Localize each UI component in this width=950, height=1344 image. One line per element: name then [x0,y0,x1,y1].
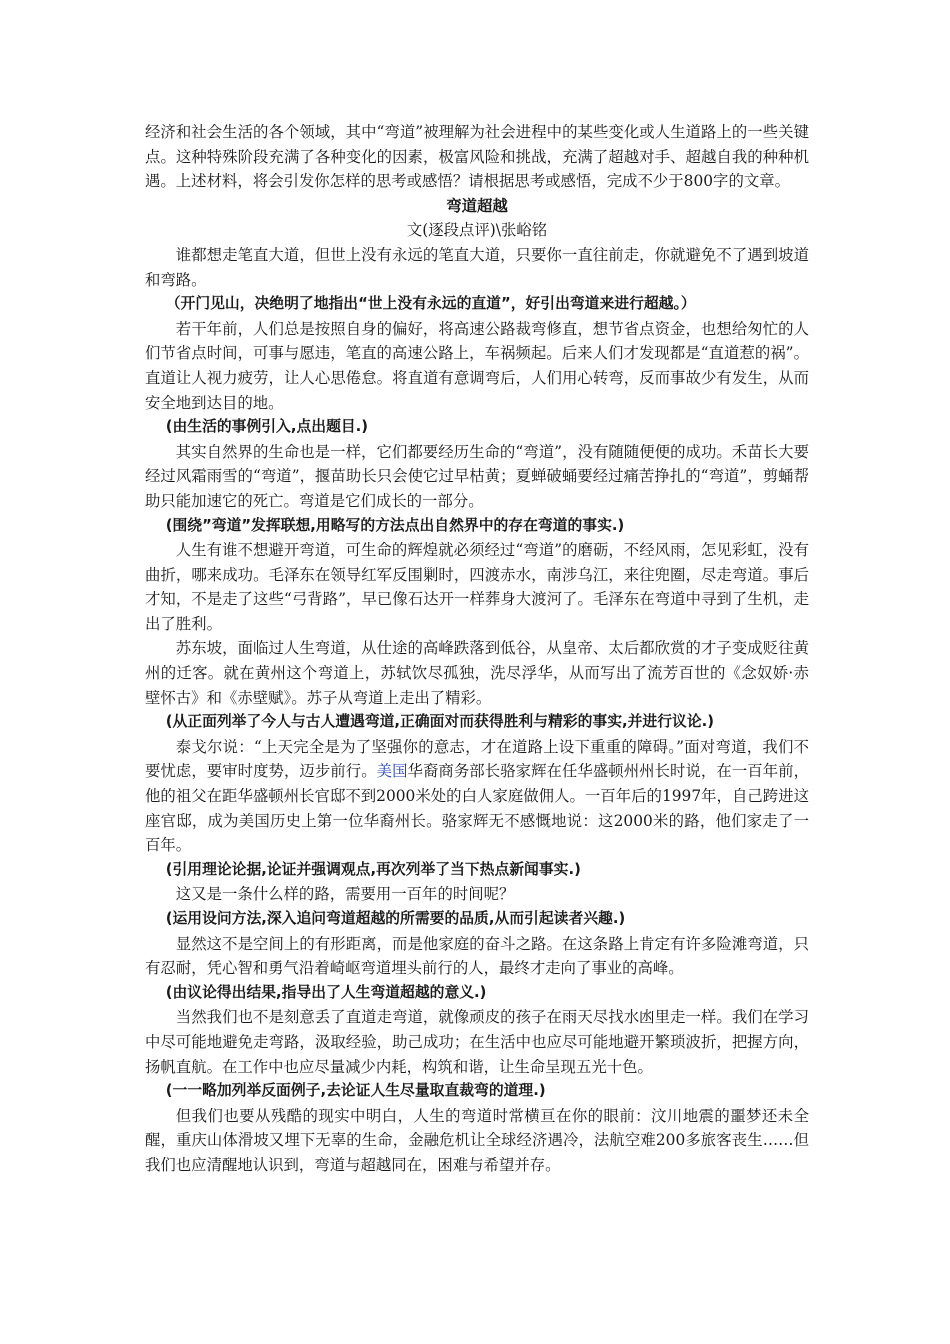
comment-2: (由生活的事例引入,点出题目.) [165,418,369,436]
essay-title: 弯道超越 [446,196,508,215]
paragraph-8: 显然这不是空间上的有形距离，而是他家庭的奋斗之路。在这条路上肯定有许多险滩弯道，只有忍耐，凭心智和勇气沿着崎岖弯道埋头前行的人，最终才走向了事业的高峰。 [145,934,809,978]
paragraph-3: 其实自然界的生命也是一样，它们都要经历生命的“弯道”，没有随随便便的成功。禾苗长大要经过风霜雨雪的“弯道”，揠苗助长只会使它过早枯黄；夏蝉破蛹要经过痛苦挣扎的“弯道”，剪蛹帮助只能加速它的死亡。弯道是它们成长的一部分。 [145,442,809,510]
prompt-text: 经济和社会生活的各个领域，其中“弯道”被理解为社会进程中的某些变化或人生道路上的一些关键点。这种特殊阶段充满了各种变化的因素，极富风险和挑战，充满了超越对手、超越自我的种种机遇。上述材料，将会引发你怎样的思考或感悟？请根据思考或感悟，完成不少于800字的文章。 [145,123,809,191]
paragraph-9: 当然我们也不是刻意丢了直道走弯道，就像顽皮的孩子在雨天尽找水凼里走一样。我们在学习中尽可能地避免走弯路，汲取经验，助己成功；在生活中也应尽可能地避开繁琐波折，把握方向，扬帆直航。在工作中也应尽量减少内耗，构筑和谐，让生命呈现五光十色。 [145,1008,809,1076]
paragraph-1: 谁都想走笔直大道，但世上没有永远的笔直大道，只要你一直往前走，你就避免不了遇到坡道和弯路。 [145,245,809,289]
comment-8: (一一略加列举反面例子,去论证人生尽量取直裁弯的道理.) [165,1082,546,1100]
usa-link[interactable]: 美国 [376,762,408,781]
paragraph-5: 苏东坡，面临过人生弯道，从仕途的高峰跌落到低谷，从皇帝、太后都欣赏的才子变成贬往黄州的迁客。就在黄州这个弯道上，苏轼饮尽孤独，洗尽浮华，从而写出了流芳百世的《念奴娇·赤壁怀古》和《赤壁赋》。苏子从弯道上走出了精彩。 [145,639,809,707]
paragraph-2: 若干年前，人们总是按照自身的偏好，将高速公路裁弯修直，想节省点资金，也想给匆忙的人们节省点时间，可事与愿违，笔直的高速公路上，车祸频起。后来人们才发现都是“直道惹的祸”。直道让人视力疲劳，让人心思倦怠。将直道有意调弯后，人们用心转弯，反而事故少有发生，从而安全地到达目的地。 [145,319,809,412]
comment-1: （开门见山，决绝明了地指出“世上没有永远的直道”，好引出弯道来进行超越。） [165,295,696,313]
essay-byline: 文(逐段点评)\张峪铭 [406,221,548,240]
paragraph-6 [145,735,809,858]
comment-4: (从正面列举了今人与古人遭遇弯道,正确面对而获得胜利与精彩的事实,并进行议论.) [165,713,715,731]
comment-3: (围绕”弯道”发挥联想,用略写的方法点出自然界中的存在弯道的事实.) [165,516,625,534]
paragraph-6-part-a: 泰戈尔说：“上天完全是为了坚强你的意志，才在道路上设下重重的障碍。”面对弯道，我们不要忧虑，要审时度势，迈步前行。 [145,737,809,781]
comment-6: (运用设问方法,深入追问弯道超越的所需要的品质,从而引起读者兴趣.) [165,910,626,927]
paragraph-10: 但我们也要从残酷的现实中明白，人生的弯道时常横亘在你的眼前：汶川地震的噩梦还未全醒，重庆山体滑坡又埋下无辜的生命，金融危机让全球经济遇冷，法航空难200多旅客丧生……但我们也应清醒地认识到，弯道与超越同在，困难与希望并存。 [145,1106,809,1174]
paragraph-7: 这又是一条什么样的路，需要用一百年的时间呢？ [175,885,515,904]
document-page [145,120,809,1178]
paragraph-6-part-b: 华裔商务部长骆家辉在任华盛顿州州长时说，在一百年前，他的祖父在距华盛顿州长官邸不到2000米处的白人家庭做佣人。一百年后的1997年，自己跨进这座官邸，成为美国历史上第一位华裔州长。骆家辉无不感慨地说：这2000米的路，他们家走了一百年。 [145,762,809,855]
comment-5: (引用理论论据,论证并强调观点,再次列举了当下热点新闻事实.) [165,860,581,878]
paragraph-4: 人生有谁不想避开弯道，可生命的辉煌就必须经过“弯道”的磨砺，不经风雨，怎见彩虹，没有曲折，哪来成功。毛泽东在领导红军反围剿时，四渡赤水，南涉乌江，来往兜圈，尽走弯道。事后才知，不是走了这些“弓背路”，早已像石达开一样葬身大渡河了。毛泽东在弯道中寻到了生机，走出了胜利。 [145,541,809,633]
comment-7: (由议论得出结果,指导出了人生弯道超越的意义.) [165,983,487,1001]
